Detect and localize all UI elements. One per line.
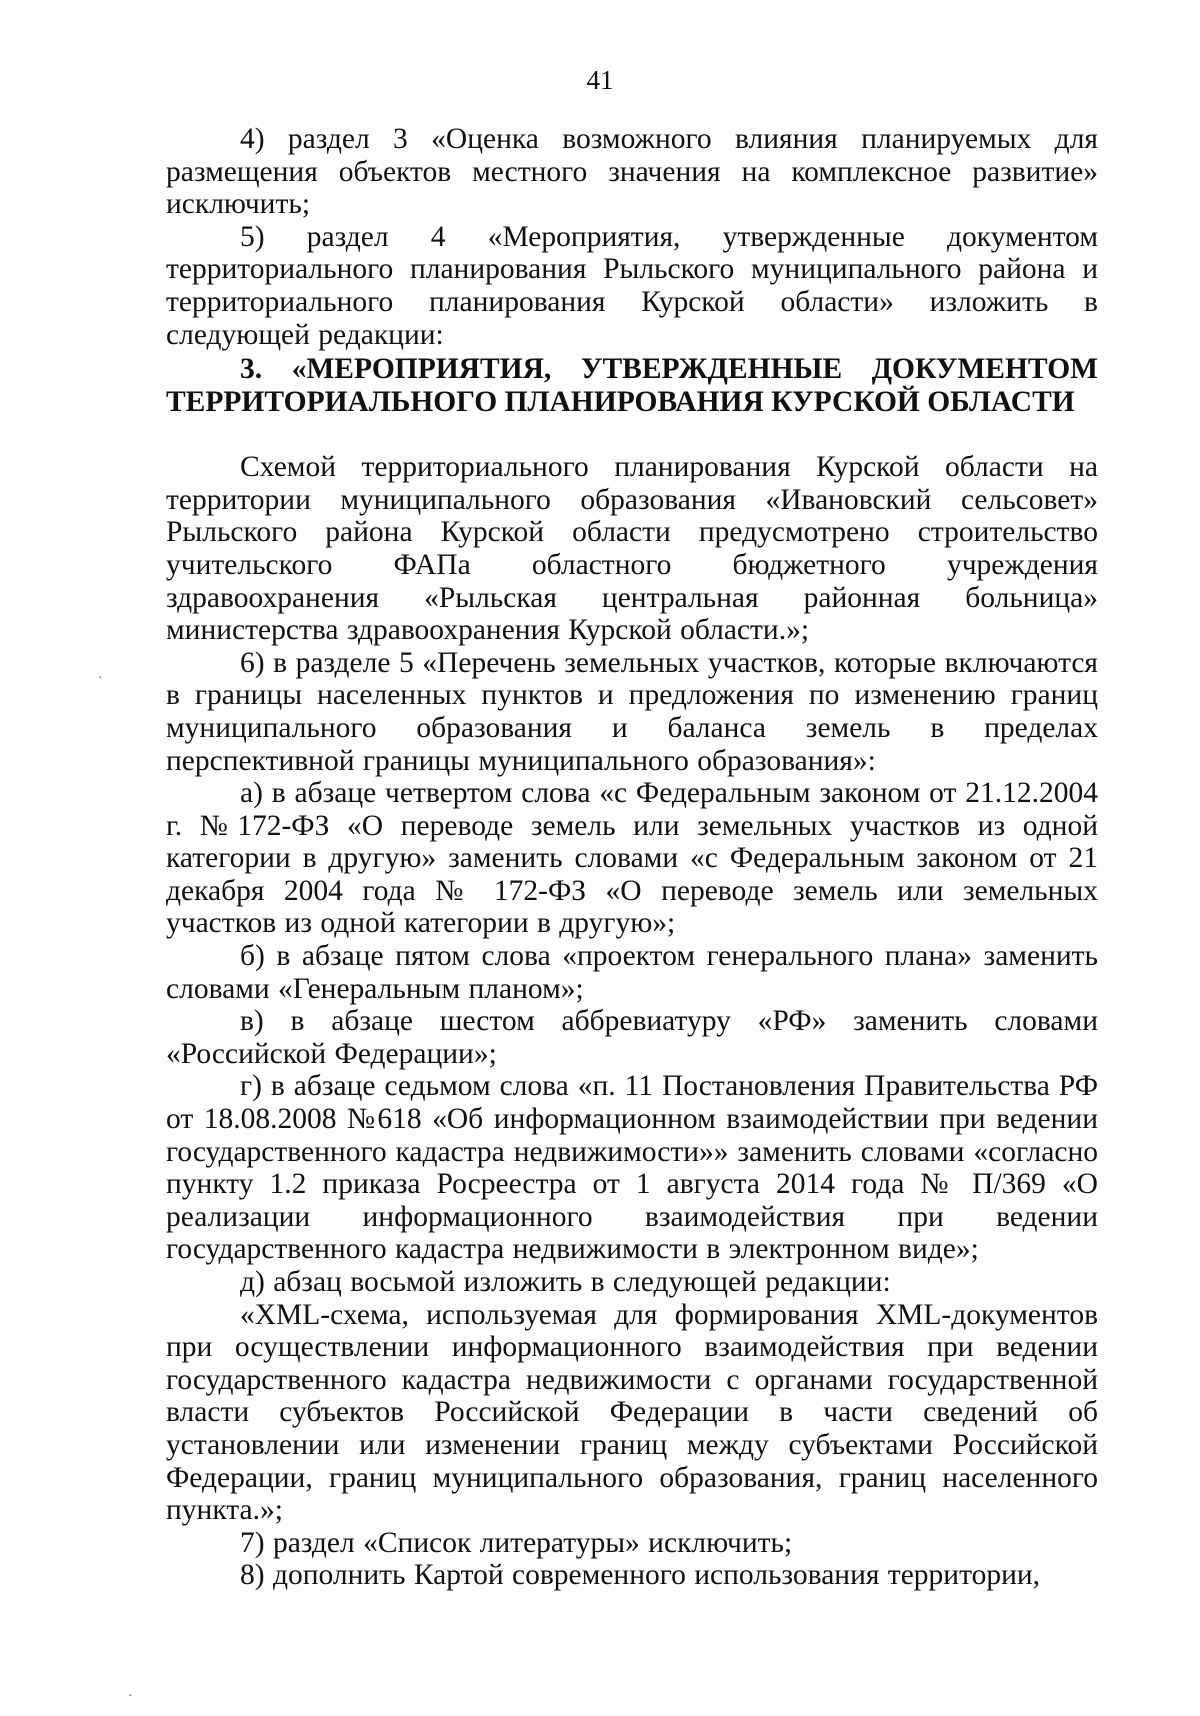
paragraph-5-section-4: 5) раздел 4 «Мероприятия, утвержденные документом территориального планирования Рыльского муниципального района и территориального планирования Курской области» изложить в следующей редакции: (166, 220, 1098, 351)
scan-speck: ` (98, 675, 103, 690)
section-heading: 3. «МЕРОПРИЯТИЯ, УТВЕРЖДЕННЫЕ ДОКУМЕНТОМ ТЕРРИТОРИАЛЬНОГО ПЛАНИРОВАНИЯ КУРСКОЙ ОБЛАСТИ (166, 353, 1098, 419)
heading-spacer (166, 419, 1098, 451)
paragraph-8: 8) дополнить Картой современного использования территории, (240, 1559, 1041, 1592)
page-number: 41 (586, 65, 614, 95)
scan-speck: · (128, 1689, 133, 1704)
paragraph-6v: в) в абзаце шестом аббревиатуру «РФ» заменить словами «Российской Федерации»; (166, 1005, 1098, 1070)
paragraph-6d: д) абзац восьмой изложить в следующей редакции: (240, 1266, 891, 1298)
paragraph-4-section-3: 4) раздел 3 «Оценка возможного влияния планируемых для размещения объектов местного значения на комплексное развитие» исключить; (166, 123, 1098, 221)
paragraph-6-section-5: 6) в разделе 5 «Перечень земельных участков, которые включаются в границы населенных пунктов и предложения по изменению границ муниципального образования и баланса земель в пределах перспективной границы муниципального образования»: (166, 646, 1098, 777)
paragraph-6a: а) в абзаце четвертом слова «с Федеральным законом от 21.12.2004 г. №172-ФЗ «О переводе земель или земельных участков из одной категории в другую» заменить словами «с Федеральным законом от 21 декабря 2004 года № 172-ФЗ «О переводе земель или земельных участков из одной категории в другую»; (166, 777, 1098, 940)
paragraph-6b: б) в абзаце пятом слова «проектом генерального плана» заменить словами «Генеральным планом»; (166, 940, 1098, 1005)
paragraph-6g: г) в абзаце седьмом слова «п. 11 Постановления Правительства РФ от 18.08.2008 №618 «Об информационном взаимодействии при ведении государственного кадастра недвижимости»» заменить словами «согласно пункту 1.2 приказа Росреестра от 1 августа 2014 года № П/369 «О реализации информационного взаимодействия при ведении государственного кадастра недвижимости в электронном виде»; (166, 1070, 1098, 1266)
page-body (166, 123, 1098, 1592)
paragraph-xml-schema: «XML-схема, используемая для формирования XML-документов при осуществлении информационного взаимодействия при ведении государственного кадастра недвижимости с органами государственной власти субъектов Российской Федерации в части сведений об установлении или изменении границ между субъектами Российской Федерации, границ муниципального образования, границ населенного пункта.»; (166, 1298, 1098, 1527)
paragraph-scheme: Схемой территориального планирования Курской области на территории муниципального образования «Ивановский сельсовет» Рыльского района Курской области предусмотрено строительство учительского ФАПа областного бюджетного учреждения здравоохранения «Рыльская центральная районная больница» министерства здравоохранения Курской области.»; (166, 451, 1098, 647)
paragraph-7: 7) раздел «Список литературы» исключить; (240, 1526, 793, 1559)
